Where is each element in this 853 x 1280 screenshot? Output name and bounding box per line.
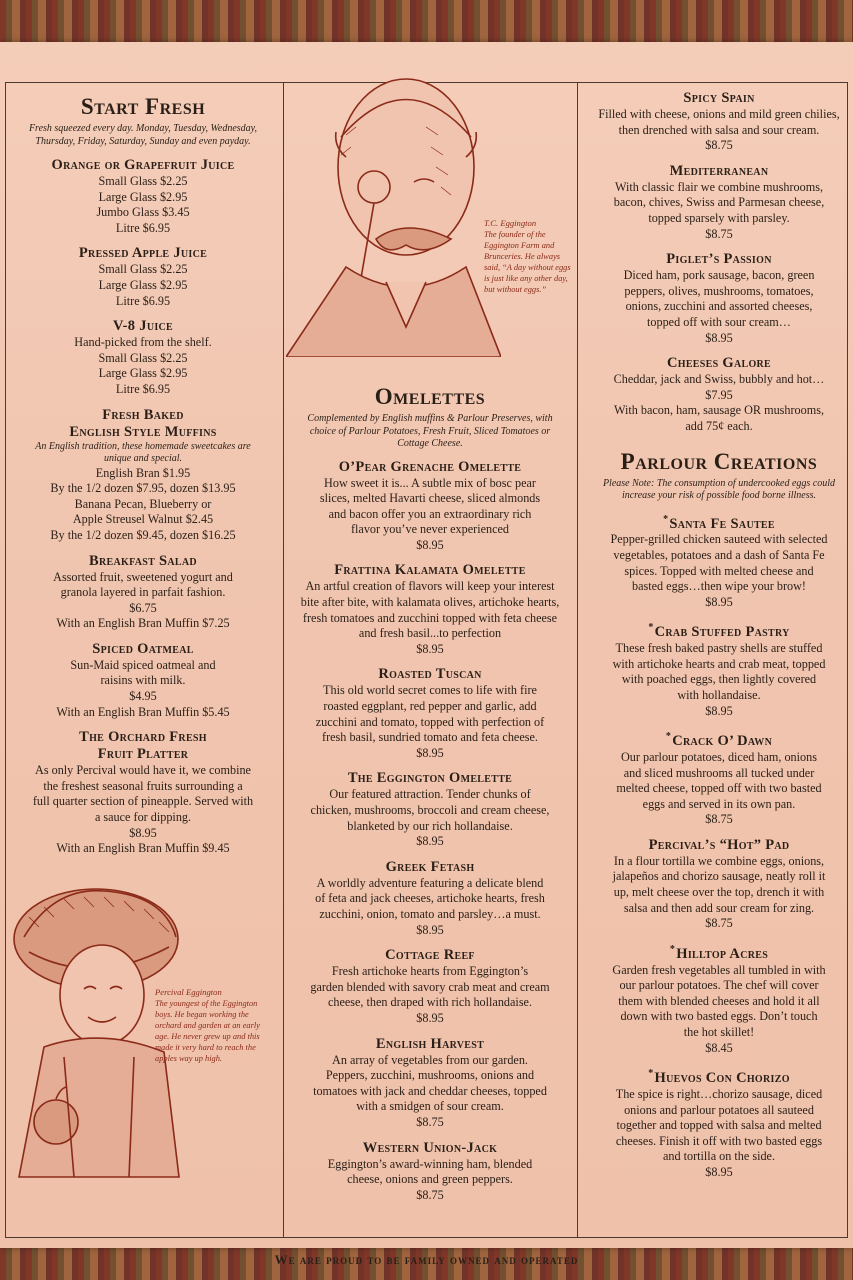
menu-item-title [10,641,276,658]
menu-item-line: English Bran $1.95 [95,465,191,480]
menu-item-line: cheeses. Finish it off with two basted eggs [615,1133,823,1148]
section-title-parlour-creations: Parlour Creations [620,448,818,474]
menu-item-line: blanketed by our rich hollandaise. [347,818,513,833]
menu-column-right [588,90,850,1190]
menu-item-line: tomatoes with jack and cheddar cheeses, topped [313,1083,547,1098]
menu-item-title [588,163,850,180]
menu-item-title-text: O’Pear Grenache Omelette [338,458,522,475]
menu-item-line: In a flour tortilla we combine eggs, onions, [613,853,825,868]
menu-item-title [588,251,850,268]
menu-item-price: $8.95 [416,1010,444,1025]
menu-item [290,947,570,1026]
menu-item-title [588,355,850,372]
menu-item-line: Litre $6.95 [115,293,171,308]
menu-item-line: How sweet it is... A subtle mix of bosc pear [324,475,536,490]
menu-item [588,163,850,242]
menu-item-line: Our featured attraction. Tender chunks of [329,787,531,802]
section-note-start-fresh: Fresh squeezed every day. Monday, Tuesday, Wednesday, Thursday, Friday, Saturday, Sunday and even payday. [28,123,258,147]
menu-item-line: Large Glass $2.95 [98,277,188,292]
menu-item-line: An artful creation of flavors will keep your interest [305,579,555,594]
menu-item-title [588,837,850,854]
menu-item-line: onions and parlour potatoes all sauteed [624,1102,814,1117]
menu-item-line: topped sparsely with parsley. [648,210,790,225]
menu-item-line: An array of vegetables from our garden. [332,1052,528,1067]
menu-item-price: $4.95 [129,689,157,704]
menu-item-line: Small Glass $2.25 [98,174,188,188]
menu-item-line: Small Glass $2.25 [98,350,188,365]
menu-item-line: Banana Pecan, Blueberry or [74,496,212,511]
menu-page [0,42,853,1267]
percival-caption [155,987,265,1064]
menu-column-middle [290,90,570,1212]
menu-item-price: $6.75 [129,600,157,615]
menu-item [290,859,570,938]
menu-item-title-text: The Eggington Omelette [347,770,513,787]
menu-item-line: with artichoke hearts and crab meat, topped [612,656,826,671]
menu-item-line: spices. Topped with melted cheese and [624,563,814,578]
menu-item-line: With an English Bran Muffin $5.45 [56,704,230,719]
menu-item-line: Eggington’s award-winning ham, blended [327,1156,533,1171]
menu-item-line: Litre $6.95 [115,381,171,396]
menu-item [290,770,570,849]
menu-item-line: garden blended with savory crab meat and cream [310,979,550,994]
menu-item-line: add 75¢ each. [685,418,753,433]
menu-item-price: $8.95 [129,825,157,840]
column-divider-left [283,82,284,1238]
menu-item-line: These fresh baked pastry shells are stuffed [615,641,823,656]
tc-caption-text: The founder of the Eggington Farm and Brunceries. He always said, “A day without eggs is just like any other day, but without eggs.” [484,230,571,294]
menu-item-line: Diced ham, pork sausage, bacon, green [623,268,815,283]
menu-item-title [290,947,570,964]
menu-item-line: Small Glass $2.25 [98,262,188,277]
menu-item-line: This old world secret comes to life with fire [323,683,537,698]
menu-item-line: Litre $6.95 [115,220,171,235]
menu-item-line: up, melt cheese over the top, drench it with [613,885,825,900]
menu-item-title-text: Western Union-Jack [362,1139,498,1156]
menu-item [588,90,850,154]
menu-item-line: bacon, chives, Swiss and Parmesan cheese, [613,195,825,210]
menu-item-line: bite after bite, with kalamata olives, artichoke hearts, [300,595,560,610]
column-divider-right [577,82,578,1238]
menu-item-price: $8.95 [705,330,733,345]
menu-item-line: zucchini and tomato, topped with perfection of [315,714,545,729]
menu-item [290,1140,570,1204]
menu-item-line: Hand-picked from the shelf. [74,335,212,350]
menu-item-title [290,459,570,476]
menu-item-price: $8.75 [705,812,733,827]
menu-item-line: Peppers, zucchini, mushrooms, onions and [325,1068,535,1083]
asterisk-mark: * [648,1068,654,1080]
menu-item-line: jalapeños and chorizo sausage, neatly roll it [612,869,826,884]
menu-item-line: and fresh basil...to perfection [358,626,502,641]
menu-item [10,407,276,544]
menu-item-line: a sauce for dipping. [94,810,192,825]
menu-item-line: topped off with sour cream… [647,314,791,329]
menu-item-line: with a smidgen of sour cream. [356,1099,504,1114]
menu-item-title [10,245,276,262]
menu-item-line: of feta and jack cheeses, artichoke hearts, fresh [315,891,545,906]
menu-item [290,562,570,657]
menu-item-line: Sun-Maid spiced oatmeal and [70,657,216,672]
menu-item-title-text: Pressed Apple Juice [78,245,208,262]
menu-item-line: them with blended cheeses and hold it all [618,993,820,1008]
menu-item-title [290,859,570,876]
menu-item-title-line2: Fruit Platter [97,746,189,763]
menu-item-line: Garden fresh vegetables all tumbled in with [612,962,826,977]
menu-item-line: With classic flair we combine mushrooms, [614,179,823,194]
menu-item-line: cheese, onions and green peppers. [347,1172,513,1187]
menu-item-title [10,318,276,335]
section-note-parlour-creations: Please Note: The consumption of undercooked eggs could increase your risk of possible food borne illness. [602,477,836,501]
menu-item [10,553,276,632]
menu-item-line: Cheddar, jack and Swiss, bubbly and hot… [613,372,825,387]
menu-item-price: $8.75 [705,138,733,153]
menu-item-line: Fresh artichoke hearts from Eggington’s [331,964,529,979]
menu-item-title-text: Breakfast Salad [89,552,197,569]
menu-item-line: the hot skillet! [683,1025,755,1040]
menu-item-line: down with two basted eggs. Don’t touch [620,1009,818,1024]
menu-item-line: Our parlour potatoes, diced ham, onions [621,749,817,764]
menu-item-line: and bacon offer you an extraordinary rich [328,506,532,521]
menu-item-title-text: Mediterranean [669,162,769,179]
menu-item [588,837,850,932]
menu-item-title-text: Roasted Tuscan [378,666,482,683]
menu-item-title [10,157,276,174]
menu-item [10,729,276,857]
menu-item-title-text: Crack O’ Dawn [672,732,773,749]
menu-item [588,1065,850,1180]
menu-item-line: By the 1/2 dozen $9.45, dozen $16.25 [50,527,236,542]
menu-item-line: raisins with milk. [100,673,186,688]
menu-item-price: $8.95 [416,745,444,760]
menu-item [290,459,570,554]
menu-item-title-text: Fresh Baked [102,406,184,423]
menu-item-line: granola layered in parfait fashion. [60,585,226,600]
menu-item [10,318,276,397]
menu-item-price: $8.95 [705,594,733,609]
percival-caption-name: Percival Eggington [155,987,222,997]
menu-item-title [10,553,276,570]
menu-item-price: $8.95 [705,1165,733,1180]
menu-item-line: flavor you’ve never experienced [350,522,509,537]
menu-item-price: $8.95 [416,537,444,552]
menu-item-line: peppers, olives, mushrooms, tomatoes, [624,283,814,298]
menu-item-title-text: Cottage Reef [385,947,475,964]
menu-item-title [588,511,850,533]
menu-item-line: As only Percival would have it, we combine [35,763,251,778]
menu-item-price: $8.45 [705,1040,733,1055]
menu-item [10,641,276,720]
menu-item-line: and tortilla on the side. [662,1149,776,1164]
menu-item-line: salsa and then add sour cream for zing. [623,900,815,915]
menu-item-line: Jumbo Glass $3.45 [96,205,190,220]
asterisk-mark: * [648,622,654,634]
menu-item-line: our parlour potatoes. The chef will cover [619,978,819,993]
menu-item-title-text: Hilltop Acres [676,945,769,962]
asterisk-mark: * [665,731,672,743]
menu-item [588,251,850,346]
menu-item-line: Filled with cheese, onions and mild green chilies, [598,107,840,121]
menu-item-line: the freshest seasonal fruits surrounding a [43,778,243,793]
menu-item-line: With bacon, ham, sausage OR mushrooms, [613,403,825,418]
menu-item-line: fresh tomatoes and zucchini topped with feta cheese [302,610,558,625]
menu-item-title-text: Frattina Kalamata Omelette [334,562,526,579]
menu-item-line: chicken, mushrooms, broccoli and cream cheese, [310,803,550,817]
menu-item-price: $7.95 [705,387,733,402]
menu-item-line: Large Glass $2.95 [98,189,188,204]
menu-item-title [588,728,850,750]
menu-item-title [588,1065,850,1087]
menu-item-line: together and topped with salsa and melted [616,1118,822,1133]
menu-item-title-text: Huevos Con Chorizo [654,1070,790,1087]
menu-item-title-line2: English Style Muffins [69,423,217,440]
menu-item-title-text: Orange or Grapefruit Juice [51,157,235,173]
menu-item [290,1036,570,1131]
menu-item-line: With an English Bran Muffin $7.25 [56,616,230,631]
menu-item-line: The spice is right…chorizo sausage, diced [615,1087,823,1102]
menu-item-line: eggs and served in its own pan. [642,796,796,811]
menu-item-title-text: Spicy Spain [683,90,755,106]
menu-item-line: Apple Streusel Walnut $2.45 [72,512,214,527]
menu-item-line: full quarter section of pineapple. Served with [32,794,254,809]
menu-item-title [10,407,276,424]
menu-item-title-text: Greek Fetash [385,858,475,875]
menu-item-title-text: Crab Stuffed Pastry [654,624,790,641]
menu-item [588,619,850,719]
menu-item-title [588,619,850,641]
menu-item-title-text: Cheeses Galore [666,355,772,372]
menu-item-line: With an English Bran Muffin $9.45 [56,841,230,856]
menu-item-title-text: Spiced Oatmeal [92,640,194,657]
asterisk-mark: * [663,513,669,525]
menu-item-line: A worldly adventure featuring a delicate blend [316,875,544,890]
menu-item-title-text: Percival’s “Hot” Pad [648,836,790,853]
menu-item-title [290,666,570,683]
menu-item-note: An English tradition, these homemade sweetcakes are unique and special. [35,440,251,465]
percival-caption-text: The youngest of the Eggington boys. He began working the orchard and garden at an early age. He never grew up and this made it very hard to reach the apples way up high. [155,999,260,1063]
menu-item-line: Pepper-grilled chicken sauteed with selected [610,532,828,547]
menu-item-line: roasted eggplant, red pepper and garlic, add [323,699,537,714]
menu-item-line: Large Glass $2.95 [98,366,188,381]
menu-item-line: with hollandaise. [677,687,761,702]
menu-item-price: $8.75 [416,1187,444,1202]
menu-item-title-text: Santa Fe Sautee [669,515,775,532]
menu-item-price: $8.95 [416,922,444,937]
menu-item-line: cheese, then draped with rich hollandaise. [327,995,533,1010]
menu-item [588,728,850,828]
menu-item-line: fresh basil, sundried tomato and feta cheese. [322,730,538,745]
menu-item-price: $8.75 [416,1114,444,1129]
section-note-omelettes: Complemented by English muffins & Parlour Preserves, with choice of Parlour Potatoes, Fresh Fruit, Sliced Tomatoes or Cottage Cheese. [307,413,553,449]
menu-item-price: $8.95 [416,641,444,656]
menu-item-line: By the 1/2 dozen $7.95, dozen $13.95 [50,481,236,496]
menu-item-line: melted cheese, topped off with two basted [616,781,822,796]
menu-item-price: $8.75 [705,916,733,931]
menu-item [10,245,276,309]
menu-item-line: then drenched with salsa and sour cream. [618,122,820,137]
menu-item [588,941,850,1056]
section-title-omelettes: Omelettes [374,384,486,409]
menu-item [290,666,570,761]
menu-item-line: slices, melted Havarti cheese, sliced almonds [319,491,541,506]
tc-caption-name: T.C. Eggington [484,218,537,228]
menu-item-price: $8.95 [416,834,444,849]
menu-item-line: onions, zucchini and assorted cheeses, [625,299,813,314]
menu-footer: We are proud to be family owned and operated [274,1252,579,1267]
menu-item-line: and sliced mushrooms all tucked under [623,765,815,780]
menu-item-title [290,1036,570,1053]
menu-item [588,511,850,611]
menu-column-left [10,90,276,866]
menu-item-line: basted eggs…then wipe your brow! [632,579,806,594]
menu-item-line: with poached eggs, then lightly covered [621,672,817,687]
section-title-start-fresh: Start Fresh [80,94,206,119]
menu-item-line: vegetables, potatoes and a dash of Santa Fe [613,547,825,562]
menu-item-line: Assorted fruit, sweetened yogurt and [53,569,233,584]
menu-item-title [290,1140,570,1157]
asterisk-mark: * [669,943,676,955]
menu-item-title-text: Piglet’s Passion [666,251,772,268]
menu-item-title-text: V-8 Juice [112,318,174,335]
menu-item-price: $8.75 [705,226,733,241]
menu-item [10,157,276,236]
menu-item-line: zucchini, onion, tomato and parsley…a must. [319,906,541,921]
menu-item-price: $8.95 [705,703,733,718]
menu-item-title [290,770,570,787]
menu-item-title-text: English Harvest [375,1035,485,1052]
menu-item-title [588,90,850,107]
menu-item-title [290,562,570,579]
menu-item-title [588,941,850,963]
menu-item-title [10,729,276,746]
menu-item-title-text: The Orchard Fresh [79,729,207,746]
menu-item [588,355,850,434]
